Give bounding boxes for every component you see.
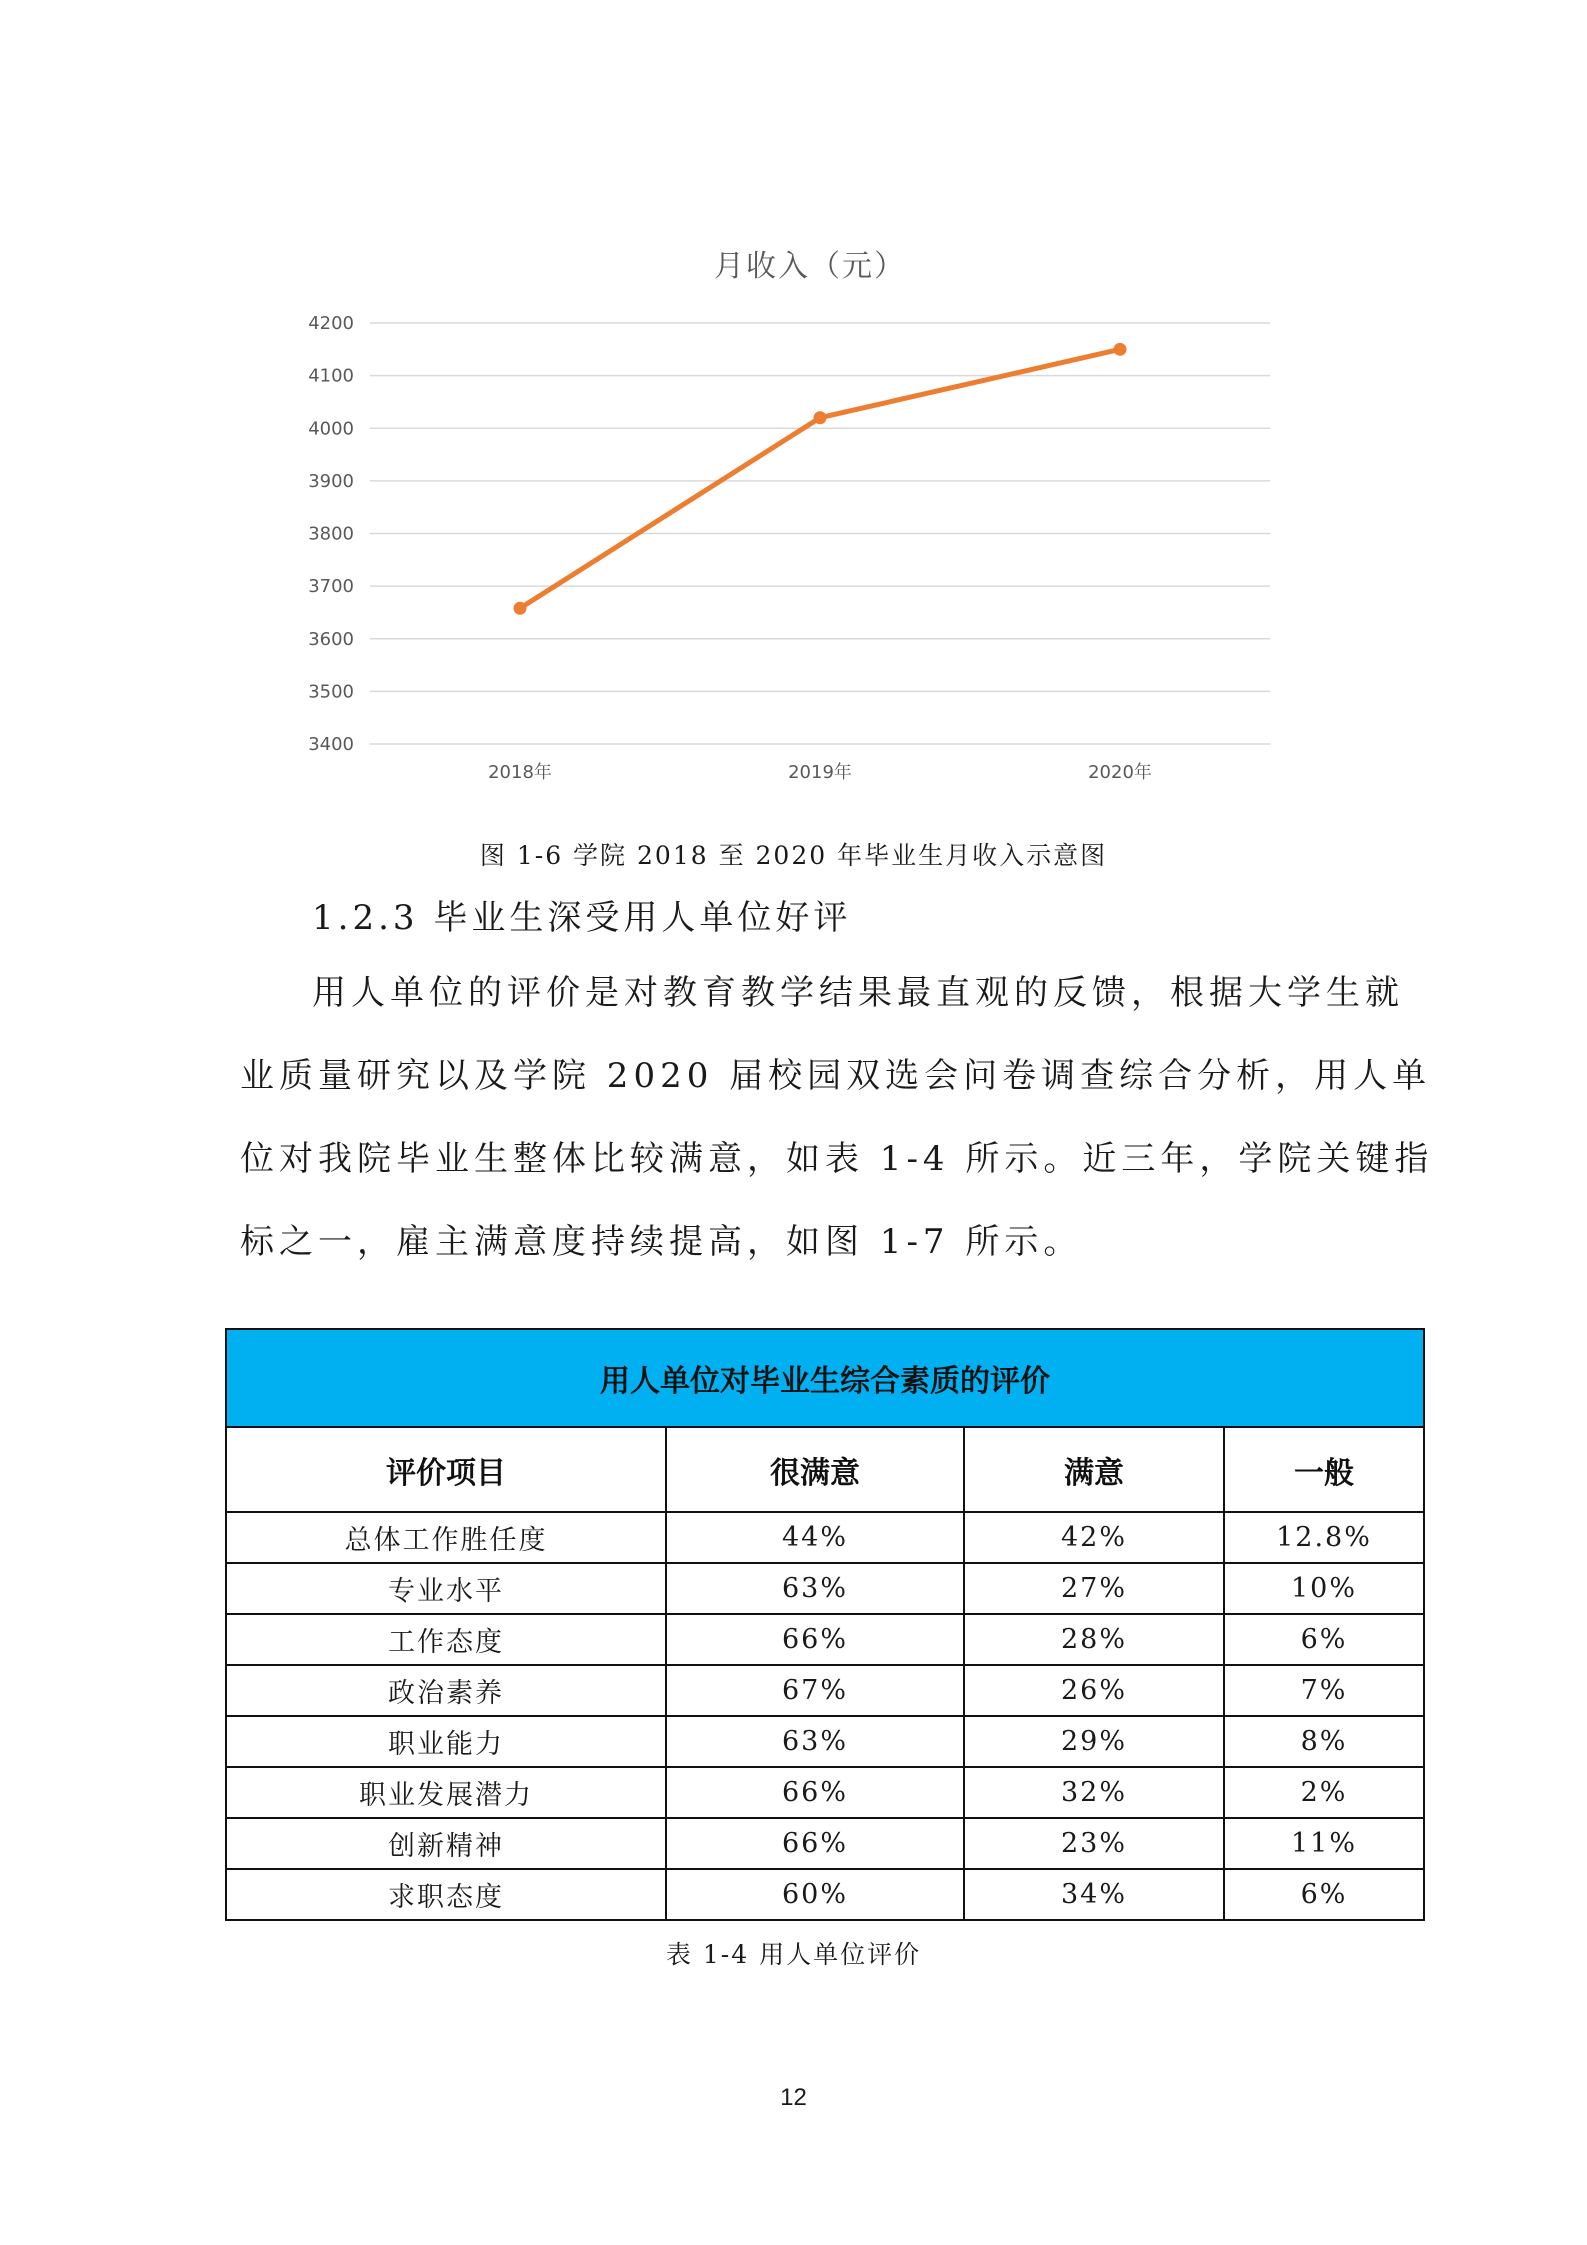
- table-cell: 政治素养: [226, 1665, 666, 1716]
- table-row: [226, 1818, 1424, 1869]
- income-line-chart: [290, 230, 1280, 790]
- x-tick-label: 2019年: [788, 762, 852, 783]
- y-tick-label: 4000: [308, 418, 354, 440]
- y-tick-label: 4200: [308, 313, 354, 334]
- table-cell: 6%: [1224, 1614, 1424, 1665]
- table-caption: 表 1-4 用人单位评价: [665, 1940, 922, 1969]
- table-cell: 工作态度: [226, 1614, 666, 1665]
- table-cell: 7%: [1224, 1665, 1424, 1716]
- table-row: [226, 1716, 1424, 1767]
- table-cell: 32%: [964, 1767, 1224, 1818]
- column-header-satisfied: 满意: [964, 1427, 1224, 1512]
- data-point: [514, 602, 527, 615]
- paragraph-line: 用人单位的评价是对教育教学结果最直观的反馈，根据大学生就: [312, 973, 1404, 1013]
- y-tick-label: 3800: [308, 523, 354, 545]
- table-cell: 职业发展潜力: [226, 1767, 666, 1818]
- table-cell: 2%: [1224, 1767, 1424, 1818]
- table-cell: 10%: [1224, 1563, 1424, 1614]
- table-cell: 8%: [1224, 1716, 1424, 1767]
- table-row: [226, 1767, 1424, 1818]
- y-tick-label: 4100: [308, 365, 354, 387]
- table-row: [226, 1665, 1424, 1716]
- table-cell: 求职态度: [226, 1869, 666, 1920]
- chart-title: 月收入（元）: [714, 249, 906, 284]
- table-cell: 66%: [666, 1614, 964, 1665]
- table-cell: 29%: [964, 1716, 1224, 1767]
- table-cell: 44%: [666, 1512, 964, 1563]
- table-row: [226, 1512, 1424, 1563]
- section-heading: 1.2.3 毕业生深受用人单位好评: [312, 898, 852, 938]
- table-cell: 28%: [964, 1614, 1224, 1665]
- y-tick-label: 3600: [308, 628, 354, 650]
- y-tick-label: 3700: [308, 576, 354, 598]
- column-header-average: 一般: [1224, 1427, 1424, 1512]
- table-cell: 67%: [666, 1665, 964, 1716]
- paragraph-line: 标之一，雇主满意度持续提高，如图 1-7 所示。: [240, 1222, 1083, 1262]
- table-cell: 42%: [964, 1512, 1224, 1563]
- table-cell: 专业水平: [226, 1563, 666, 1614]
- y-tick-label: 3500: [308, 681, 354, 703]
- paragraph-line: 业质量研究以及学院 2020 届校园双选会问卷调查综合分析，用人单: [240, 1056, 1432, 1096]
- table-cell: 63%: [666, 1716, 964, 1767]
- x-tick-label: 2018年: [488, 762, 552, 783]
- paragraph-line: 位对我院毕业生整体比较满意，如表 1-4 所示。近三年，学院关键指: [240, 1139, 1434, 1179]
- table-cell: 34%: [964, 1869, 1224, 1920]
- table-cell: 12.8%: [1224, 1512, 1424, 1563]
- x-tick-label: 2020年: [1088, 762, 1152, 783]
- table-cell: 6%: [1224, 1869, 1424, 1920]
- table-cell: 23%: [964, 1818, 1224, 1869]
- table-cell: 27%: [964, 1563, 1224, 1614]
- table-cell: 职业能力: [226, 1716, 666, 1767]
- table-cell: 63%: [666, 1563, 964, 1614]
- table-cell: 11%: [1224, 1818, 1424, 1869]
- evaluation-table: [225, 1328, 1425, 1921]
- table-cell: 66%: [666, 1818, 964, 1869]
- figure-caption: 图 1-6 学院 2018 至 2020 年毕业生月收入示意图: [479, 841, 1108, 870]
- page-number: 12: [780, 2084, 807, 2111]
- column-header-item: 评价项目: [226, 1427, 666, 1512]
- y-tick-label: 3400: [308, 734, 354, 755]
- data-point: [814, 411, 827, 424]
- table-cell: 26%: [964, 1665, 1224, 1716]
- table-cell: 创新精神: [226, 1818, 666, 1869]
- table-cell: 66%: [666, 1767, 964, 1818]
- column-header-very-satisfied: 很满意: [666, 1427, 964, 1512]
- y-tick-label: 3900: [308, 470, 354, 492]
- table-title: 用人单位对毕业生综合素质的评价: [226, 1329, 1424, 1427]
- table-row: [226, 1563, 1424, 1614]
- series-line: [520, 349, 1120, 608]
- table-cell: 总体工作胜任度: [226, 1512, 666, 1563]
- table-cell: 60%: [666, 1869, 964, 1920]
- data-point: [1114, 343, 1127, 356]
- table-row: [226, 1869, 1424, 1920]
- table-row: [226, 1614, 1424, 1665]
